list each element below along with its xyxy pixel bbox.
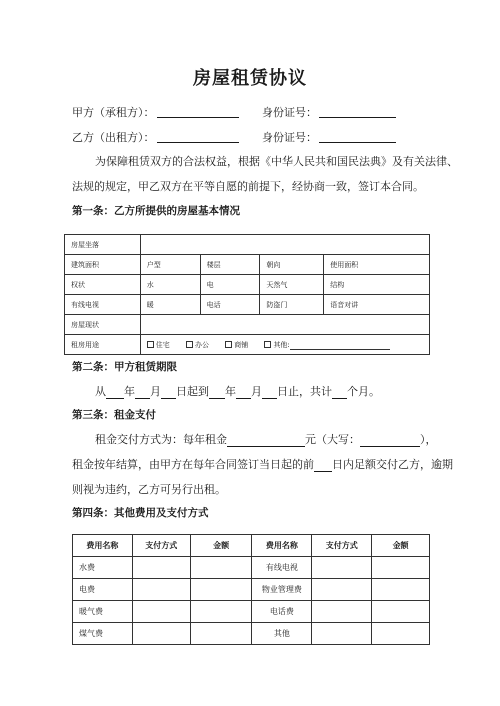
table-row [65,235,430,255]
rent-payment-line-2: 租金按年结算，由甲方在每年合同签订当日起的前 日内足额交付乙方，逾期 [72,458,453,471]
fee-name: 电费 [73,579,133,601]
table-row [73,579,430,601]
article-4-title: 第四条：其他费用及支付方式 [72,507,209,519]
fee-method-cell[interactable] [312,601,372,623]
rent-uppercase-field[interactable] [360,434,420,447]
house-cable-tv-label: 有线电视 [65,295,141,315]
rent-payment-line-1: 租金交付方式为：每年租金 元（大写： ）， [95,433,437,446]
table-row [65,335,430,355]
fee-amount-cell[interactable] [372,623,430,645]
party-a-id-field[interactable] [319,117,396,118]
fee-name: 物业管理费 [252,579,312,601]
fee-name: 暖气费 [73,601,133,623]
party-b-field[interactable] [157,142,239,143]
document-title: 房屋租赁协议 [193,68,307,89]
house-orientation-label: 朝向 [260,255,324,275]
article-1-title: 第一条：乙方所提供的房屋基本情况 [72,205,240,217]
total-months-field[interactable] [332,386,347,399]
end-month-field[interactable] [236,386,251,399]
column-header: 金额 [190,535,252,557]
house-location-label: 房屋坐落 [65,235,141,255]
column-header: 费用名称 [252,535,312,557]
party-b-id-label: 身份证号： [262,131,317,144]
fee-amount-cell[interactable] [190,623,252,645]
fee-method-cell[interactable] [132,601,190,623]
intro-line-2: 法规的规定，甲乙双方在平等自愿的前提下，经协商一致，签订本合同。 [72,180,424,193]
house-phone-label: 电话 [200,295,260,315]
house-ownership-label: 权状 [65,275,141,295]
fee-method-cell[interactable] [312,579,372,601]
table-row [65,315,430,335]
house-area-label: 建筑面积 [65,255,141,275]
house-status-label: 房屋现状 [65,315,141,335]
house-gas-label: 天然气 [260,275,324,295]
usage-option-shop[interactable]: 商铺 [225,341,248,349]
fee-amount-cell[interactable] [190,557,252,579]
fee-method-cell[interactable] [132,623,190,645]
fee-amount-cell[interactable] [190,579,252,601]
checkbox-icon[interactable] [264,341,271,348]
house-security-door-label: 防盗门 [260,295,324,315]
house-heating-label: 暖 [140,295,200,315]
article-3-title: 第三条：租金支付 [72,409,156,421]
start-month-field[interactable] [135,386,150,399]
checkbox-icon[interactable] [225,341,232,348]
house-electricity-label: 电 [200,275,260,295]
table-row [73,601,430,623]
payment-days-field[interactable] [314,459,332,472]
house-location-value[interactable] [140,235,429,255]
end-year-field[interactable] [209,386,225,399]
start-year-field[interactable] [106,386,124,399]
fee-amount-cell[interactable] [372,601,430,623]
rent-payment-line-3: 则视为违约，乙方可另行出租。 [72,483,226,496]
party-a-id-label: 身份证号： [262,106,317,119]
usage-other-field[interactable] [290,342,390,350]
fee-name: 有线电视 [252,557,312,579]
end-day-field[interactable] [262,386,277,399]
fee-amount-cell[interactable] [372,557,430,579]
table-row [65,295,430,315]
fee-name: 水费 [73,557,133,579]
fee-method-cell[interactable] [132,579,190,601]
fee-name: 电话费 [252,601,312,623]
party-a-field[interactable] [157,117,239,118]
table-header-row [73,535,430,557]
fee-name: 煤气费 [73,623,133,645]
fee-method-cell[interactable] [312,557,372,579]
annual-rent-field[interactable] [227,434,305,447]
house-structure-label: 结构 [324,275,430,295]
column-header: 费用名称 [73,535,133,557]
house-water-label: 水 [140,275,200,295]
table-row [65,255,430,275]
checkbox-icon[interactable] [186,341,193,348]
lease-term-line: 从 年 月 日起到 年 月 日止，共计 个月。 [95,385,380,398]
column-header: 支付方式 [312,535,372,557]
fee-table [72,534,430,645]
fee-method-cell[interactable] [312,623,372,645]
intro-line-1: 为保障租赁双方的合法权益，根据《中华人民共和国民法典》及有关法律、 [95,155,458,168]
article-2-title: 第二条：甲方租赁期限 [72,361,177,373]
fee-method-cell[interactable] [132,557,190,579]
column-header: 金额 [372,535,430,557]
house-floor-label: 楼层 [200,255,260,275]
house-info-table [64,234,430,355]
party-b-label: 乙方（出租方）： [72,131,155,144]
party-a-label: 甲方（承租方）： [72,106,155,119]
party-b-id-field[interactable] [319,142,396,143]
fee-name: 其他 [252,623,312,645]
fee-amount-cell[interactable] [372,579,430,601]
house-intercom-label: 语音对讲 [324,295,430,315]
column-header: 支付方式 [132,535,190,557]
house-usable-area-label: 使用面积 [324,255,430,275]
fee-amount-cell[interactable] [190,601,252,623]
house-usage-options [140,335,429,355]
house-usage-label: 租房用途 [65,335,141,355]
house-status-value[interactable] [140,315,429,335]
checkbox-icon[interactable] [147,341,154,348]
usage-option-other[interactable]: 其他: [264,341,389,349]
house-layout-label: 户型 [140,255,200,275]
table-row [65,275,430,295]
usage-option-residential[interactable]: 住宅 [147,341,170,349]
table-row [73,623,430,645]
start-day-field[interactable] [161,386,176,399]
usage-option-office[interactable]: 办公 [186,341,209,349]
table-row [73,557,430,579]
